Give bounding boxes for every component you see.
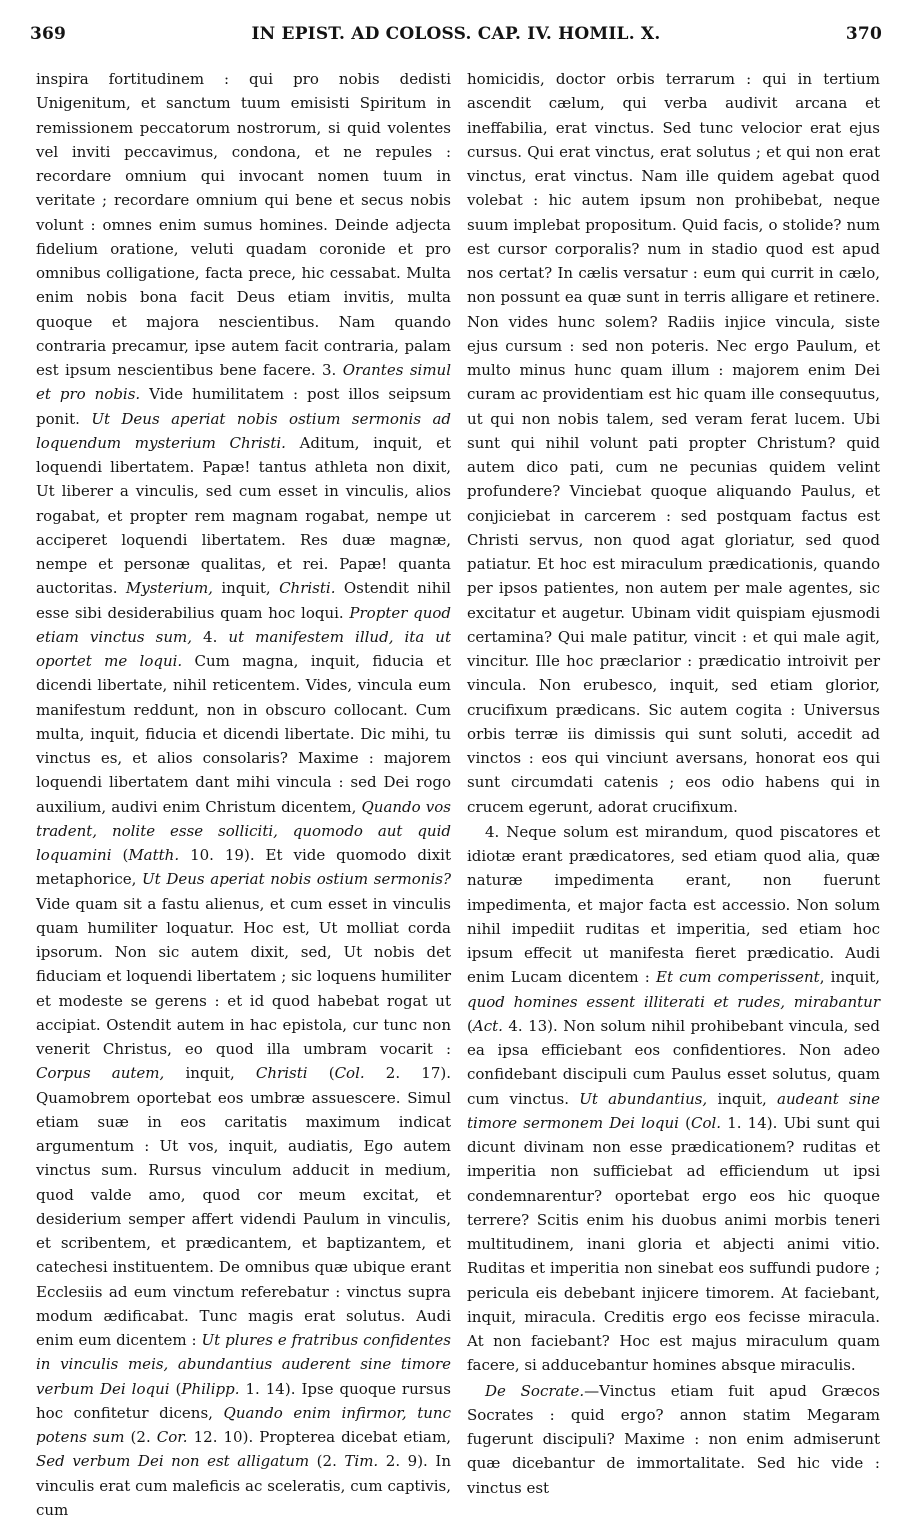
text-run: homicidis, doctor orbis terrarum : qui in tertium ascendit cælum, qui verba audivit arcana et ineffabilia, erat vinctus. Sed tunc velocior erat ejus cursus. Qui erat vinctus, erat solutus ; et qui non erat vinctus, erat vinctus. Nam ille quidem agebat quod volebat : hic autem ipsum non prohibebat, neque suum implebat propositum. Quid facis, o stolide? num est cursor corporalis? num in stadio quod est apud nos certat? In cælis versatur : eum qui currit in cælo, non possunt ea quæ sunt in terris alligare et retinere. Non vides hunc solem? Radiis injice vincula, siste ejus cursum : sed non poteris. Nec ergo Paulum, et multo minus hunc quam illum : majorem enim Dei curam ac providentiam est hic quam ille consequutus, ut qui non nobis talem, sed veram ferat lucem. Ubi sunt qui nihil volunt pati propter Christum? quid autem dico pati, cum ne pecunias quidem velint profundere? Vinciebat quoque aliquando Paulus, et conjiciebat in carcerem : sed postquam factus est Christi servus, non quod agat gloriatur, sed quod patiatur. Et hoc est miraculum prædicationis, quando per ipsos patientes, non autem per male agentes, sic excitatur et augetur. Ubinam vidit quispiam ejusmodi certamina? Qui male patitur, vincit : et qui male agit, vincitur. Ille hoc præclarior : prædicatio introivit per vincula. Non erubesco, inquit, sed etiam glorior, crucifixum prædicans. Sic autem cogita : Universus orbis terræ iis dimissis qui sunt soluti, accedit ad vinctos : eos qui vinciunt aversans, honorat eos qui sunt circumdati catenis ; eos odio habens qui in crucem egerunt, adorat crucifixum. <box>467 70 880 816</box>
text-run: inspira fortitudinem : qui pro nobis dedisti Unigenitum, et sanctum tuum emisisti Spiritum in remissionem peccatorum nostrorum, si quid volentes vel inviti peccavimus, condona, et ne repules : recordare omnium qui invocant nomen tuum in veritate ; recordare omnium qui bene et secus nobis volunt : omnes enim sumus homines. Deinde adjecta fidelium oratione, veluti quadam coronide et pro omnibus colligatione, facta prece, hic cessabat. Multa enim nobis bona facit Deus etiam invitis, multa quoque et majora nescientibus. Nam quando contraria precamur, ipse autem facit contraria, palam est ipsum nescientibus bene facere. 3. <box>36 70 451 379</box>
italic-run: audeant sine timore sermonem Dei loqui <box>467 1089 881 1132</box>
italic-run: Tim. <box>344 1452 379 1471</box>
text-run: 4. 13). Non solum nihil prohibebant vincula, sed ea ipsa efficiebant eos confidentiores. Non adeo confidebant discipuli cum Paulus esset solutus, quam cum vinctus. <box>467 1016 880 1108</box>
italic-run: Christi. <box>279 579 336 598</box>
page-number-right: 370 <box>845 24 882 44</box>
italic-run: Quando enim infirmor, tunc potens sum <box>36 1403 451 1446</box>
text-run: (2. <box>124 1428 157 1446</box>
italic-run: De Socrate. <box>485 1381 585 1400</box>
paragraph <box>467 820 880 1378</box>
italic-run: Orantes simul et pro nobis. <box>36 361 451 404</box>
italic-run: Ut Deus aperiat nobis ostium sermonis? <box>142 870 451 889</box>
italic-run: Corpus autem, <box>36 1064 165 1083</box>
italic-run: ut manifestem illud, ita ut oportet me loqui. <box>36 627 451 670</box>
text-run: Ostendit nihil esse sibi desiderabilius quam hoc loqui. <box>36 579 451 622</box>
paragraph <box>467 1379 880 1500</box>
text-run: inquit, <box>212 579 280 598</box>
running-header <box>30 14 882 44</box>
italic-run: Philipp. <box>181 1379 240 1398</box>
italic-run: Ut Deus aperiat nobis ostium sermonis ad loquendum mysterium Christi. <box>36 409 452 452</box>
text-run: ( <box>467 1016 473 1035</box>
text-run: 1. 14). Ipse quoque rursus hoc confitetur dicens, <box>36 1379 451 1422</box>
italic-run: quod homines essent illiterati et rudes, mirabantur <box>467 992 880 1011</box>
italic-run: Col. <box>690 1113 722 1132</box>
text-run: Vide humilitatem : post illos seipsum ponit. <box>36 385 451 428</box>
right-text-column <box>467 67 880 1500</box>
text-run: Vide quam sit a fastu alienus, et cum esset in vinculis quam humiliter loquatur. Hoc est, Ut molliat corda ipsorum. Non sic autem dixit, sed, Ut nobis det fiduciam et loquendi libertatem ; sic loquens humiliter et modeste se gerens : et id quod habebat rogat ut accipiat. Ostendit autem in hac epistola, cur tunc non venerit Christus, eo quod illa umbram vocarit : <box>36 894 451 1058</box>
text-run: ( <box>307 1064 335 1083</box>
text-run: 4. Neque solum est mirandum, quod piscatores et idiotæ erant prædicatores, sed etiam quod alia, quæ naturæ impedimenta erant, non fuerunt impedimenta, et major facta est accessio. Non solum nihil impediit ruditas et imperitia, sed etiam hoc ipsum effecit ut manifesta fieret prædicatio. Audi enim Lucam dicentem : <box>467 822 880 987</box>
italic-run: Christi <box>255 1064 308 1083</box>
text-run: 2. 9). In vinculis erat cum maleficis ac sceleratis, cum captivis, cum <box>36 1452 451 1519</box>
text-run: Cum magna, inquit, fiducia et dicendi libertate, nihil reticentem. Vides, vincula eum manifestum reddunt, non in obscuro collocant. Cum multa, inquit, fiducia et dicendi libertate. Dic mihi, tu vinctus es, et alios consolaris? Maxime : majorem loquendi libertatem dant mihi vincula : sed Dei rogo auxilium, audivi enim Christum dicentem, <box>36 652 451 816</box>
text-run: Aditum, inquit, et loquendi libertatem. Papæ! tantus athleta non dixit, Ut liberer a vinculis, sed cum esset in vinculis, alios rogabat, et propter rem magnam rogabat, nempe ut acciperet loquendi libertatem. Res duæ magnæ, nempe et personæ qualitas, et rei. Papæ! quanta auctoritas. <box>36 433 452 598</box>
italic-run: Mysterium, <box>125 579 213 598</box>
text-run: 2. 17). Quamobrem oportebat eos umbræ assuescere. Simul etiam suæ in eos caritatis maximum indicat argumentum : Ut vos, inquit, audiatis, Ego autem vinctus sum. Rursus vinculum adducit in medium, quod valde amo, quod cor meum excitat, et desiderium semper affert videndi Paulum in vinculis, et scribentem, et prædicantem, et baptizantem, et catechesi instituentem. De omnibus quæ ubique erant Ecclesiis ad eum vinctum referebatur : vinctus supra modum ædificabat. Tunc magis erat solutus. Audi enim eum dicentem : <box>36 1064 451 1349</box>
italic-run: Ut plures e fratribus confidentes in vinculis meis, abundantius auderent sine timore verbum Dei loqui <box>36 1331 451 1398</box>
left-text-column <box>36 67 451 1522</box>
text-run: 1. 14). Ubi sunt qui dicunt divinam non esse prædicationem? ruditas et imperitia non sufficiebat ad efficiendum ut ipsi condemnarentur? oportebat ergo eos hic quoque terrere? Scitis enim his duobus animi morbis teneri multitudinem, inani gloria et abjecti animi vitio. Ruditas et imperitia non sinebat eos suffundi pudore ; pericula eis debebant injicere timorem. At faciebant, inquit, miracula. Creditis ergo eos fecisse miracula. At non faciebant? Hoc est majus miraculum quam facere, si adducebantur homines absque miraculis. <box>467 1113 880 1375</box>
paragraph <box>36 67 451 1522</box>
italic-run: Quando vos tradent, nolite esse solliciti, quomodo aut quid loquamini <box>36 797 451 864</box>
text-run: ( <box>678 1113 691 1132</box>
text-run: (2. <box>309 1452 345 1471</box>
text-run: inquit, <box>164 1064 256 1083</box>
italic-run: Act. <box>472 1016 503 1035</box>
text-run: ( <box>111 846 129 864</box>
text-run: , inquit, <box>819 968 880 987</box>
italic-run: Sed verbum Dei non est alligatum <box>36 1452 310 1471</box>
italic-run: Cor. <box>156 1428 188 1446</box>
text-run: 4. <box>192 627 229 646</box>
text-run: ( <box>169 1379 182 1398</box>
italic-run: Propter quod etiam vinctus sum, <box>36 603 452 646</box>
italic-run: Matth. <box>128 846 180 864</box>
text-run: 10. 19). Et vide quomodo dixit metaphorice, <box>36 846 451 889</box>
text-run: inquit, <box>707 1089 778 1108</box>
italic-run: Et cum comperissent <box>656 968 820 987</box>
italic-run: Col. <box>334 1064 365 1083</box>
running-title: IN EPIST. AD COLOSS. CAP. IV. HOMIL. X. <box>251 24 661 44</box>
text-run: —Vinctus etiam fuit apud Græcos Socrates : quid ergo? annon statim Megaram fugerunt discipuli? Maxime : non enim admiserunt quæ dicebantur de immortalitate. Sed hic vide : vinctus est <box>467 1381 880 1497</box>
page-number-left: 369 <box>30 24 67 44</box>
italic-run: Ut abundantius, <box>579 1089 708 1108</box>
text-run: 12. 10). Propterea dicebat etiam, <box>187 1428 451 1446</box>
paragraph <box>467 67 880 819</box>
